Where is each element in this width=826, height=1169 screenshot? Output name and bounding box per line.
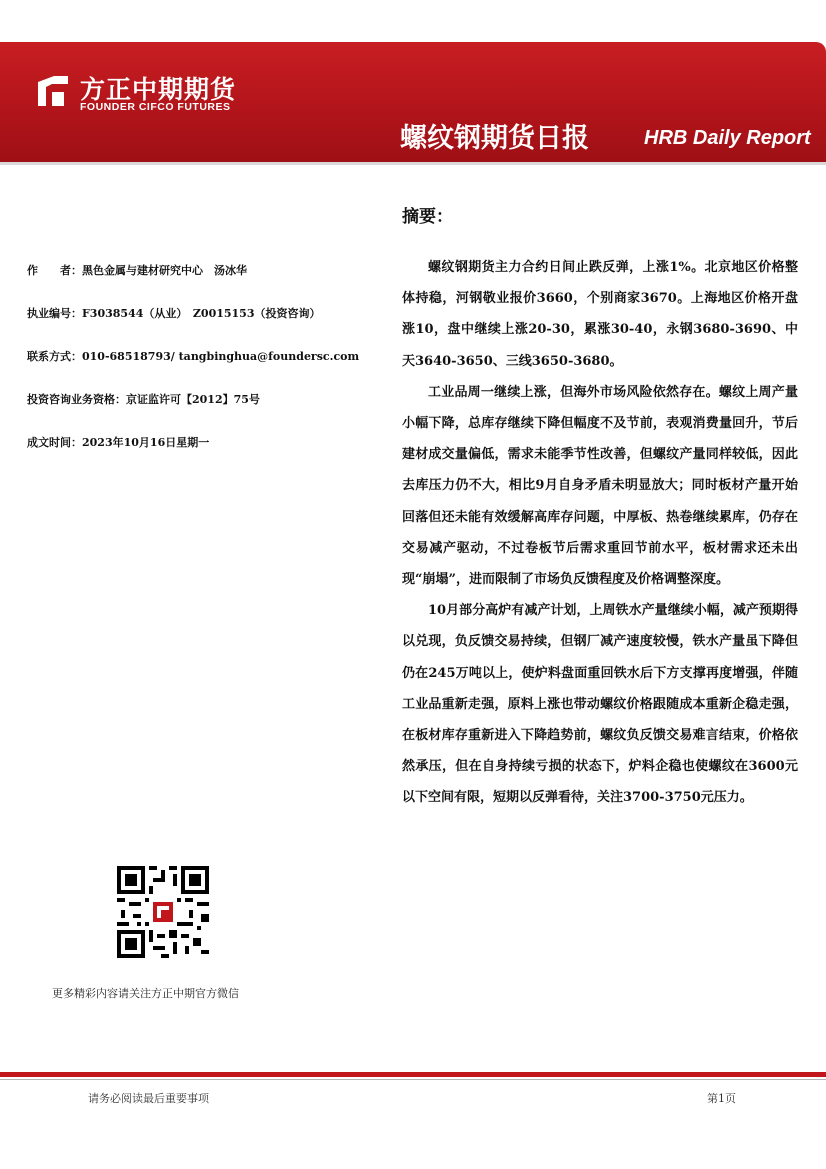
- summary-body: [402, 252, 798, 814]
- footer-notice: 请务必阅读最后重要事项: [88, 1092, 209, 1105]
- page-number: 第1页: [707, 1092, 736, 1105]
- report-title-cn: 螺纹钢期货日报: [400, 123, 589, 154]
- header-divider: [0, 162, 826, 165]
- company-logo: [34, 70, 264, 120]
- license-line: 执业编号：F3038544（从业） Z0015153（投资咨询）: [27, 307, 321, 320]
- footer-divider-red: [0, 1072, 826, 1077]
- summary-paragraph: 工业品周一继续上涨，但海外市场风险依然存在。螺纹上周产量小幅下降，总库存继续下降但幅度不及节前，表观消费量回升，节后建材成交量偏低，需求未能季节性改善，但螺纹产量同样较低，因此去库压力仍不大，相比9月自身矛盾未明显放大；同时板材产量开始回落但还未能有效缓解高库存问题，中厚板、热卷继续累库，仍存在交易减产驱动，不过卷板节后需求重回节前水平，板材需求还未出现“崩塌”，进而限制了市场负反馈程度及价格调整深度。: [402, 384, 798, 588]
- qr-caption: 更多精彩内容请关注方正中期官方微信: [52, 987, 239, 1000]
- logo-text-cn: 方正中期期货: [80, 75, 237, 104]
- contact-line: 联系方式：010-68518793/ tangbinghua@foundersc.com: [27, 350, 360, 363]
- qr-code-icon: [117, 866, 209, 958]
- footer-divider-grey: [0, 1079, 826, 1080]
- qualification-line: 投资咨询业务资格：京证监许可【2012】75号: [27, 393, 260, 406]
- summary-paragraph: 螺纹钢期货主力合约日间止跌反弹，上涨1%。北京地区价格整体持稳，河钢敬业报价3660，个别商家3670。上海地区价格开盘涨10，盘中继续上涨20-30，累涨30-40，永钢3680-3690、中天3640-3650、三线3650-3680。: [402, 260, 798, 369]
- author-line: 作 者：黑色金属与建材研究中心 汤冰华: [27, 264, 247, 277]
- summary-heading: 摘要：: [402, 207, 453, 227]
- summary-paragraph: 10月部分高炉有减产计划，上周铁水产量继续小幅，减产预期得以兑现，负反馈交易持续，但钢厂减产速度较慢，铁水产量虽下降但仍在245万吨以上，使炉料盘面重回铁水后下方支撑再度增强，伴随工业品重新走强，原料上涨也带动螺纹价格跟随成本重新企稳走强，在板材库存重新进入下降趋势前，螺纹负反馈交易难言结束，价格依然承压，但在自身持续亏损的状态下，炉料企稳也使螺纹在3600元以下空间有限，短期以反弹看待，关注3700-3750元压力。: [402, 603, 798, 806]
- founder-logo-icon: [34, 72, 72, 110]
- date-line: 成文时间：2023年10月16日星期一: [27, 436, 210, 449]
- logo-text-en: FOUNDER CIFCO FUTURES: [80, 101, 231, 113]
- report-title-en: HRB Daily Report: [644, 127, 811, 149]
